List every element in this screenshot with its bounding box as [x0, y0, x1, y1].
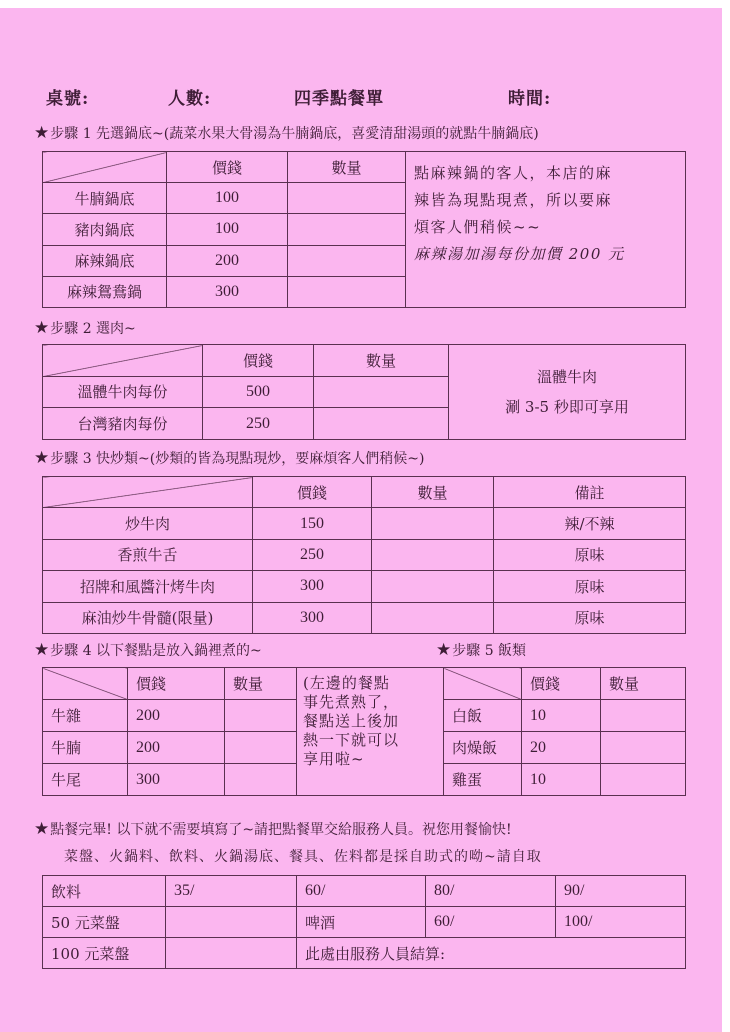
step4-item-name: 牛尾 — [43, 764, 128, 796]
quantity-input[interactable] — [372, 571, 494, 602]
step4-quantity-input[interactable] — [225, 732, 297, 764]
item-price: 250 — [203, 408, 314, 440]
diagonal-header-cell — [43, 152, 167, 183]
step4-diagonal-header-cell — [43, 668, 128, 700]
quantity-input[interactable] — [314, 408, 449, 440]
item-price: 150 — [253, 508, 372, 539]
step5-item-price: 10 — [522, 764, 601, 796]
step2-note — [449, 345, 686, 440]
item-name: 香煎牛舌 — [43, 539, 253, 570]
item-name: 台灣豬肉每份 — [43, 408, 203, 440]
table-row — [43, 539, 686, 570]
table-row — [43, 508, 686, 539]
table-row — [43, 907, 686, 938]
beer-label: 啤酒 — [297, 907, 426, 938]
price-header: 價錢 — [203, 345, 314, 377]
finish-line-1: 點餐完畢! 以下就不需要填寫了~請把點餐單交給服務人員。祝您用餐愉快! — [50, 822, 512, 838]
quantity-input[interactable] — [288, 276, 406, 307]
item-remark: 原味 — [494, 602, 686, 633]
drinks-60-field[interactable]: 60/ — [297, 876, 426, 907]
time-label: 時間: — [508, 89, 552, 109]
item-name: 麻辣鍋底 — [43, 245, 167, 276]
step3-heading — [34, 448, 424, 468]
quantity-input[interactable] — [314, 376, 449, 408]
quantity-header: 數量 — [288, 152, 406, 183]
table-header-row — [43, 668, 686, 700]
self-service-note: 菜盤、火鍋料、飲料、火鍋湯底、餐具、佐料都是採自助式的呦~請自取 — [64, 849, 542, 865]
drinks-80-field[interactable]: 80/ — [426, 876, 556, 907]
step4-note — [297, 668, 444, 796]
vegetable-plate-100-field[interactable] — [166, 938, 297, 969]
note-line: 享用啦~ — [303, 750, 365, 768]
star-icon: ★ — [34, 448, 50, 468]
item-name: 溫體牛肉每份 — [43, 376, 203, 408]
step5-heading-text: 步驟 5 飯類 — [452, 643, 527, 659]
step4-item-price: 200 — [128, 732, 225, 764]
step5-item-name: 雞蛋 — [444, 764, 522, 796]
step1-heading-text: 步驟 1 先選鍋底~(蔬菜水果大骨湯為牛腩鍋底，喜愛清甜湯頭的就點牛腩鍋底) — [50, 126, 539, 142]
vegetable-plate-50-field[interactable] — [166, 907, 297, 938]
item-name: 麻辣鴛鴦鍋 — [43, 276, 167, 307]
step3-table — [42, 476, 686, 634]
step1-note — [406, 152, 686, 308]
step4-quantity-input[interactable] — [225, 764, 297, 796]
step5-item-name: 白飯 — [444, 700, 522, 732]
note-line: 辣皆為現點現煮，所以要麻 — [414, 191, 613, 209]
step4-item-name: 牛腩 — [43, 732, 128, 764]
star-icon: ★ — [34, 318, 50, 338]
item-price: 200 — [167, 245, 288, 276]
step4-heading-text: 步驟 4 以下餐點是放入鍋裡煮的~ — [50, 643, 262, 659]
item-remark: 辣/不辣 — [494, 508, 686, 539]
staff-settlement-table — [42, 875, 686, 969]
item-price: 100 — [167, 214, 288, 245]
table-row — [43, 876, 686, 907]
item-remark: 原味 — [494, 539, 686, 570]
item-name: 豬肉鍋底 — [43, 214, 167, 245]
step4-quantity-header: 數量 — [225, 668, 297, 700]
remark-header: 備註 — [494, 477, 686, 508]
step3-heading-text: 步驟 3 快炒類~(炒類的皆為現點現炒，要麻煩客人們稍候~) — [50, 451, 425, 467]
vegetable-plate-100-label: 100 元菜盤 — [43, 938, 166, 969]
table-row — [43, 571, 686, 602]
note-line: 點麻辣鍋的客人，本店的麻 — [414, 164, 613, 182]
step1-heading — [34, 123, 539, 143]
drinks-35-field[interactable]: 35/ — [166, 876, 297, 907]
note-line: 涮 3-5 秒即可享用 — [505, 398, 629, 416]
quantity-input[interactable] — [372, 508, 494, 539]
table-row — [43, 602, 686, 633]
vegetable-plate-50-label: 50 元菜盤 — [43, 907, 166, 938]
quantity-input[interactable] — [288, 245, 406, 276]
step5-quantity-header: 數量 — [601, 668, 686, 700]
item-price: 100 — [167, 183, 288, 214]
step5-heading — [436, 640, 526, 660]
item-price: 500 — [203, 376, 314, 408]
step4-heading — [34, 640, 262, 660]
item-remark: 原味 — [494, 571, 686, 602]
step5-quantity-input[interactable] — [601, 700, 686, 732]
people-count-label: 人數: — [168, 89, 212, 109]
note-line: (左邊的餐點 — [303, 674, 390, 692]
price-header: 價錢 — [167, 152, 288, 183]
step5-diagonal-header-cell — [444, 668, 522, 700]
step5-item-name: 肉燥飯 — [444, 732, 522, 764]
note-line: 餐點送上後加 — [303, 712, 400, 730]
step4-price-header: 價錢 — [128, 668, 225, 700]
quantity-header: 數量 — [314, 345, 449, 377]
note-line: 溫體牛肉 — [536, 368, 597, 386]
step4-step5-table — [42, 667, 686, 796]
step5-item-price: 20 — [522, 732, 601, 764]
item-name: 牛腩鍋底 — [43, 183, 167, 214]
drinks-label: 飲料 — [43, 876, 166, 907]
table-header-row — [43, 477, 686, 508]
step2-heading — [34, 318, 136, 338]
finish-message — [34, 819, 512, 839]
staff-settlement-field[interactable]: 此處由服務人員結算: — [297, 938, 686, 969]
step1-table — [42, 151, 686, 308]
item-name: 麻油炒牛骨髓(限量) — [43, 602, 253, 633]
diagonal-header-cell — [43, 345, 203, 377]
star-icon: ★ — [34, 123, 50, 143]
beer-100-field[interactable]: 100/ — [556, 907, 686, 938]
quantity-input[interactable] — [372, 539, 494, 570]
step2-heading-text: 步驟 2 選肉~ — [50, 321, 136, 337]
quantity-header: 數量 — [372, 477, 494, 508]
page-title: 四季點餐單 — [294, 89, 384, 109]
quantity-input[interactable] — [372, 602, 494, 633]
step5-item-price: 10 — [522, 700, 601, 732]
step4-item-price: 300 — [128, 764, 225, 796]
step5-price-header: 價錢 — [522, 668, 601, 700]
note-line: 煩客人們稍候~~ — [414, 218, 542, 236]
step4-item-price: 200 — [128, 700, 225, 732]
table-header-row — [43, 345, 686, 377]
diagonal-header-cell — [43, 477, 253, 508]
note-line: 事先煮熟了， — [303, 693, 400, 711]
quantity-input[interactable] — [288, 183, 406, 214]
item-price: 250 — [253, 539, 372, 570]
step4-item-name: 牛雜 — [43, 700, 128, 732]
drinks-90-field[interactable]: 90/ — [556, 876, 686, 907]
table-header-row — [43, 152, 686, 183]
item-name: 招牌和風醬汁烤牛肉 — [43, 571, 253, 602]
star-icon: ★ — [34, 640, 50, 660]
step4-quantity-input[interactable] — [225, 700, 297, 732]
star-icon: ★ — [34, 819, 50, 839]
item-price: 300 — [253, 571, 372, 602]
table-number-label: 桌號: — [46, 89, 90, 109]
price-header: 價錢 — [253, 477, 372, 508]
quantity-input[interactable] — [288, 214, 406, 245]
table-row — [43, 938, 686, 969]
step2-table — [42, 344, 686, 440]
note-line: 熱一下就可以 — [303, 731, 400, 749]
item-name: 炒牛肉 — [43, 508, 253, 539]
step5-quantity-input[interactable] — [601, 732, 686, 764]
note-line-italic: 麻辣湯加湯每份加價 200 元 — [414, 245, 625, 263]
item-price: 300 — [253, 602, 372, 633]
step5-quantity-input[interactable] — [601, 764, 686, 796]
star-icon: ★ — [436, 640, 452, 660]
item-price: 300 — [167, 276, 288, 307]
beer-60-field[interactable]: 60/ — [426, 907, 556, 938]
